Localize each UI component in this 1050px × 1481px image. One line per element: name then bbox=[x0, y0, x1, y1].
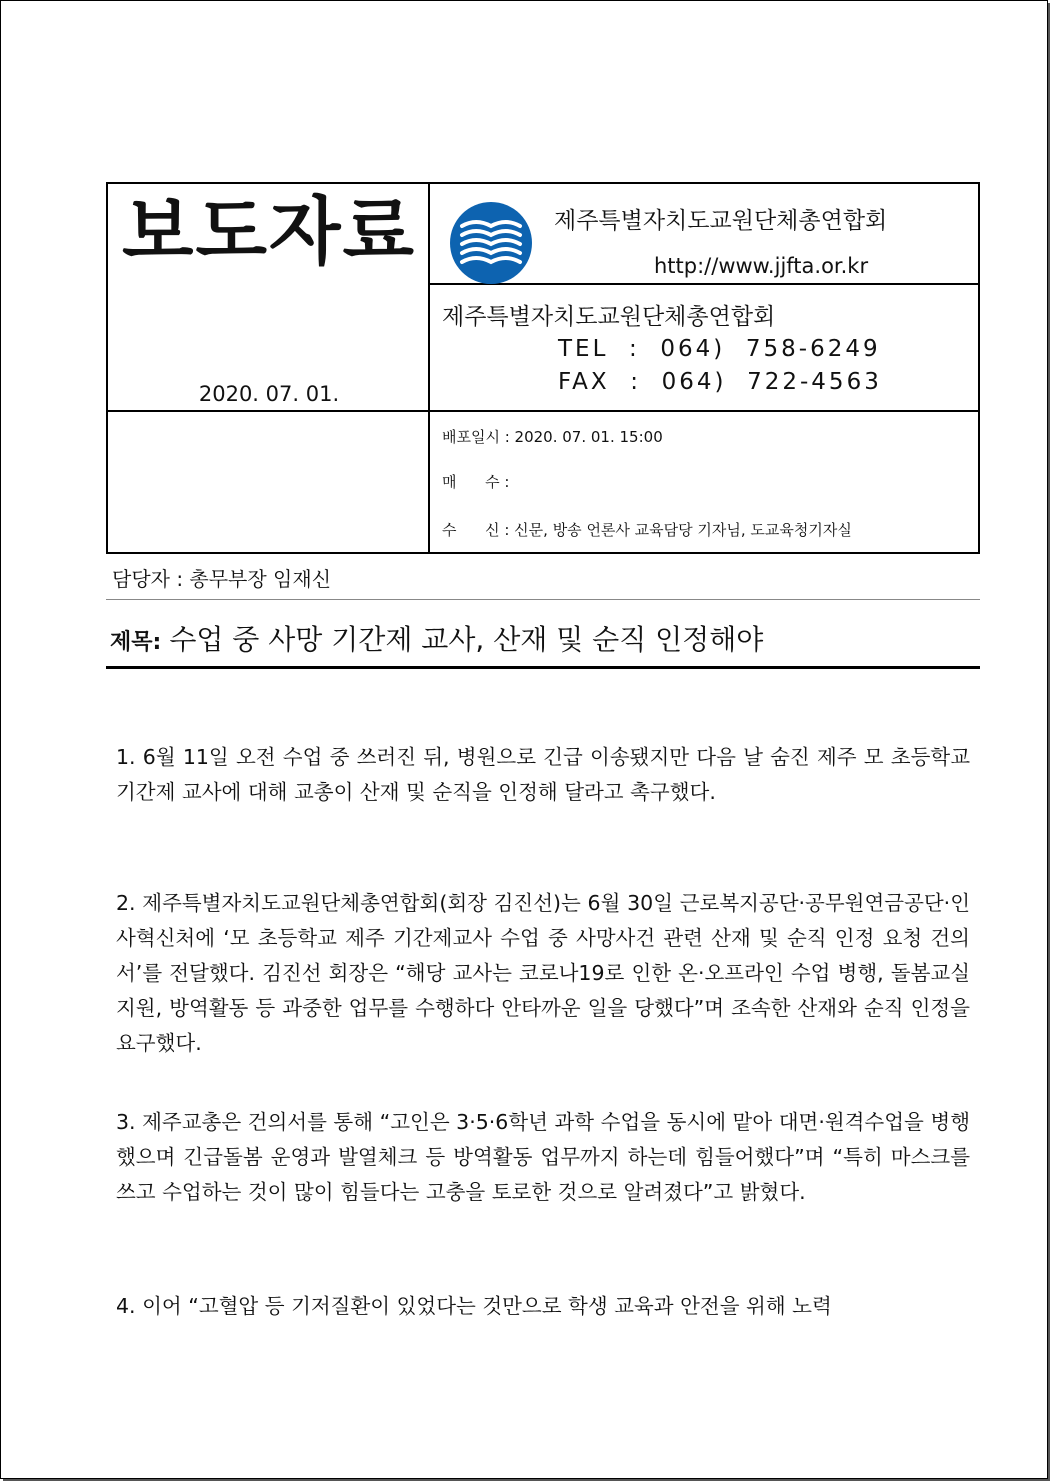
fax-number: FAX : 064) 722-4563 bbox=[558, 369, 882, 395]
book-stack-icon bbox=[450, 202, 532, 284]
document-type-title: 보도자료 bbox=[122, 189, 416, 275]
organization-logo bbox=[450, 202, 532, 284]
paragraph-1: 1. 6월 11일 오전 수업 중 쓰러진 뒤, 병원으로 긴급 이송됐지만 다음 날 숨진 제주 모 초등학교 기간제 교사에 대해 교총이 산재 및 순직을 인정해 달라고 촉구했다. bbox=[116, 745, 970, 804]
press-release-header bbox=[106, 182, 980, 554]
paragraph-3: 3. 제주교총은 건의서를 통해 “고인은 3·5·6학년 과학 수업을 동시에 맡아 대면·원격수업을 병행했으며 긴급돌봄 운영과 발열체크 등 방역활동 업무까지 하는데 힘들어했다”며 “특히 마스크를 쓰고 수업하는 것이 많이 힘들다는 고충을 토로한 것으로 알려졌다”고 밝혔다. bbox=[116, 1110, 970, 1204]
paragraph-4: 4. 이어 “고혈압 등 기저질환이 있었다는 것만으로 학생 교육과 안전을 위해 노력 bbox=[116, 1294, 832, 1318]
recipients: 수 신 : 신문, 방송 언론사 교육담당 기자님, 도교육청기자실 bbox=[442, 521, 852, 539]
organization-name-top: 제주특별자치도교원단체총연합회 bbox=[554, 208, 888, 234]
organization-url[interactable]: http://www.jjfta.or.kr bbox=[654, 254, 869, 278]
distribution-datetime: 배포일시 : 2020. 07. 01. 15:00 bbox=[442, 428, 663, 446]
page-count: 매 수 : bbox=[442, 473, 510, 491]
release-date: 2020. 07. 01. bbox=[198, 382, 340, 406]
telephone-number: TEL : 064) 758-6249 bbox=[558, 336, 881, 362]
paragraph-2: 2. 제주특별자치도교원단체총연합회(회장 김진선)는 6월 30일 근로복지공단·공무원연금공단·인사혁신처에 ‘모 초등학교 제주 기간제교사 수업 중 사망사건 관련 산재 및 순직 인정 요청 건의서’를 전달했다. 김진선 회장은 “해당 교사는 코로나19로 인한 온·오프라인 수업 병행, 돌봄교실 지원, 방역활동 등 과중한 업무를 수행하다 안타까운 일을 당했다”며 조속한 산재와 순직 인정을 요구했다. bbox=[116, 891, 970, 1055]
subject-text: 수업 중 사망 기간제 교사, 산재 및 순직 인정해야 bbox=[169, 623, 764, 656]
contact-person: 담당자 : 총무부장 임재신 bbox=[112, 567, 332, 591]
header-divider-full bbox=[108, 410, 980, 412]
subject-label: 제목: bbox=[110, 630, 162, 655]
subject-divider bbox=[106, 666, 980, 669]
subject-line bbox=[110, 618, 763, 658]
organization-name: 제주특별자치도교원단체총연합회 bbox=[442, 304, 776, 330]
contact-divider bbox=[106, 599, 980, 600]
